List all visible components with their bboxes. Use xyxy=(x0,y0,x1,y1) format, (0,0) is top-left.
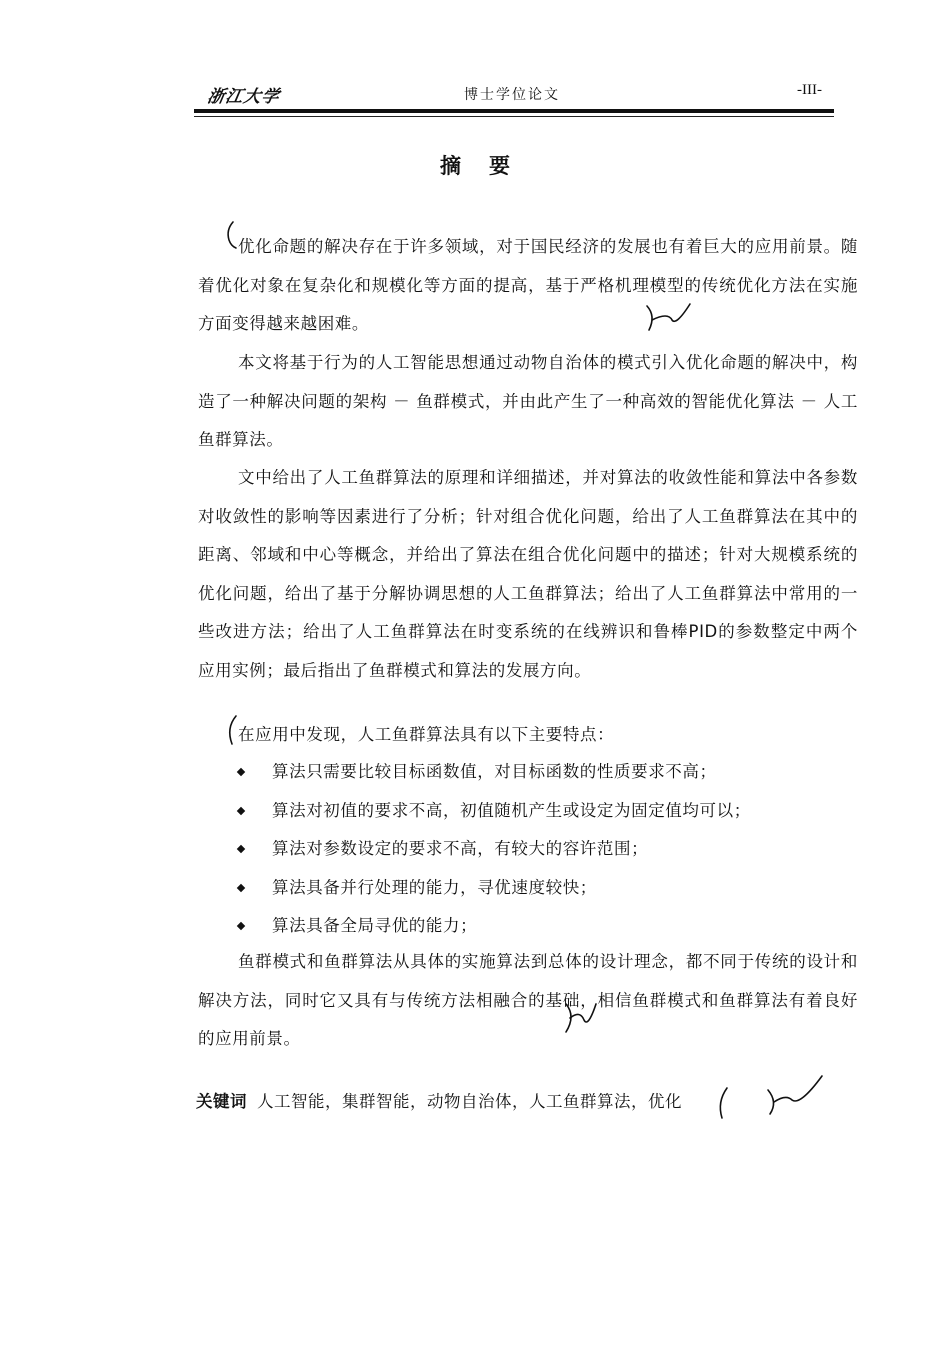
paragraph-5: 鱼群模式和鱼群算法从具体的实施算法到总体的设计理念，都不同于传统的设计和解决方法，同时它又具有与传统方法相融合的基础，相信鱼群模式和鱼群算法有着良好的应用前景。 xyxy=(198,952,858,1049)
diamond-bullet-icon xyxy=(237,884,245,892)
keywords-label: 关键词 xyxy=(196,1092,247,1111)
list-item xyxy=(228,753,858,792)
pen-close-bracket-mark xyxy=(768,1090,774,1114)
list-item-text: 算法对参数设定的要求不高，有较大的容许范围； xyxy=(272,839,649,859)
diamond-bullet-icon xyxy=(237,768,245,776)
section-title: 摘要 xyxy=(440,154,538,178)
list-item xyxy=(228,869,858,908)
page-number: -III- xyxy=(797,82,822,98)
diamond-bullet-icon xyxy=(237,922,245,930)
paragraph-4: 在应用中发现，人工鱼群算法具有以下主要特点： xyxy=(238,725,615,744)
diamond-bullet-icon xyxy=(237,845,245,853)
header-title: 博士学位论文 xyxy=(464,87,560,103)
list-item-text: 算法只需要比较目标函数值，对目标函数的性质要求不高； xyxy=(272,762,717,781)
feature-list xyxy=(228,753,858,946)
diamond-bullet-icon xyxy=(237,806,245,814)
page-header xyxy=(194,78,830,108)
list-item xyxy=(228,830,858,869)
pen-bracket-mark xyxy=(720,1088,727,1118)
list-item xyxy=(228,907,858,946)
paragraph-2: 本文将基于行为的人工智能思想通过动物自治体的模式引入优化命题的解决中，构造了一种解决问题的架构 － 鱼群模式，并由此产生了一种高效的智能优化算法 － 人工鱼群算法。 xyxy=(198,353,858,450)
list-item-text: 算法具备全局寻优的能力； xyxy=(272,916,478,936)
keywords-line xyxy=(196,1087,682,1117)
list-item-text: 算法对初值的要求不高，初值随机产生或设定为固定值均可以； xyxy=(272,800,751,820)
pen-tick-mark xyxy=(774,1076,822,1102)
header-rule-thin xyxy=(194,116,834,117)
keywords-text: 人工智能，集群智能，动物自治体，人工鱼群算法，优化 xyxy=(257,1092,682,1111)
paragraph-1: 优化命题的解决存在于许多领域，对于国民经济的发展也有着巨大的应用前景。随着优化对象在复杂化和规模化等方面的提高，基于严格机理模型的传统优化方法在实施方面变得越来越困难。 xyxy=(198,237,858,334)
header-rule-thick xyxy=(194,109,834,113)
university-logo: 浙江大学 xyxy=(205,87,282,107)
paragraph-3: 文中给出了人工鱼群算法的原理和详细描述，并对算法的收敛性能和算法中各参数对收敛性的影响等因素进行了分析；针对组合优化问题，给出了人工鱼群算法在其中的距离、邻域和中心等概念，并给出了算法在组合优化问题中的描述；针对大规模系统的优化问题，给出了基于分解协调思想的人工鱼群算法；给出了人工鱼群算法中常用的一些改进方法；给出了人工鱼群算法在时变系统的在线辨识和鲁棒PID的参数整定中两个应用实例；最后指出了鱼群模式和算法的发展方向。 xyxy=(198,468,858,680)
list-item-text: 算法具备并行处理的能力，寻优速度较快； xyxy=(272,877,597,897)
list-item xyxy=(228,792,858,831)
